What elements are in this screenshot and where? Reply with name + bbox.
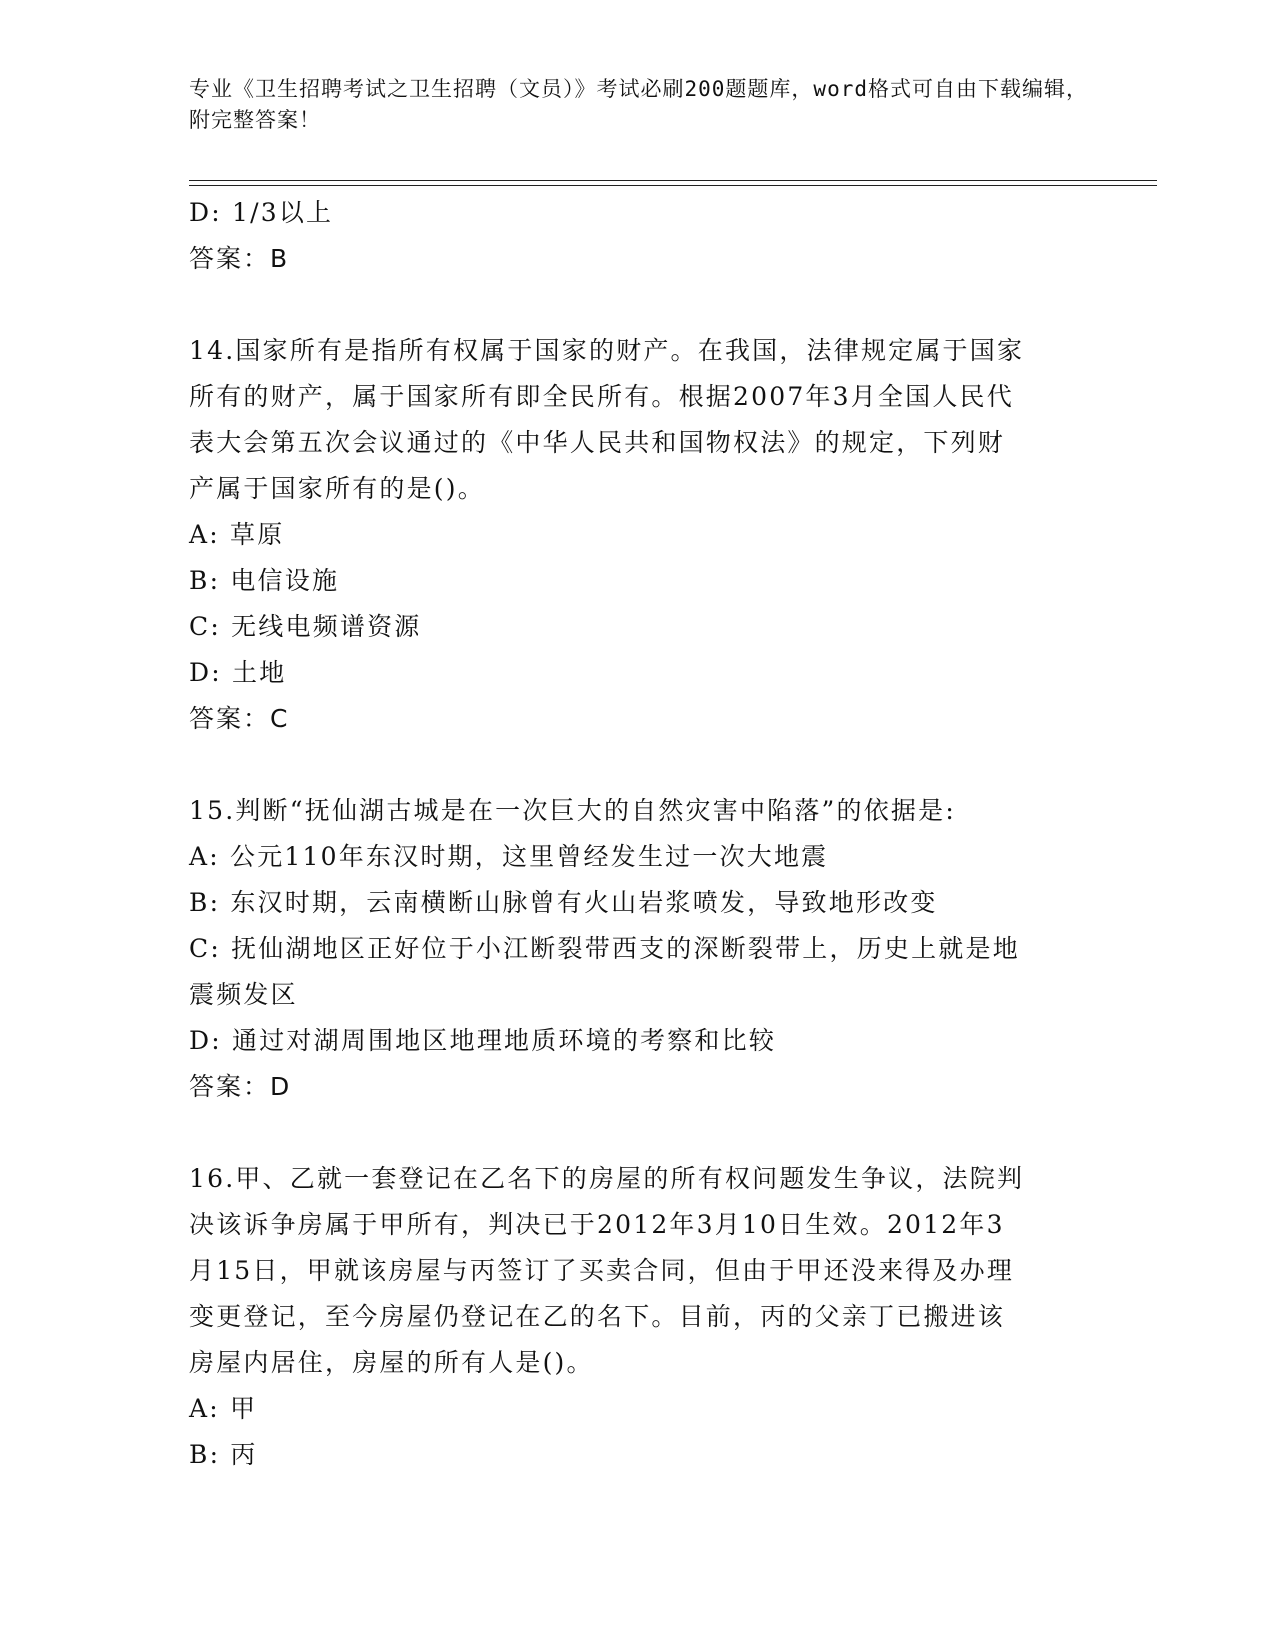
question-stem-line: 14.国家所有是指所有权属于国家的财产。在我国，法律规定属于国家: [189, 336, 1025, 365]
question-stem-line: 所有的财产，属于国家所有即全民所有。根据2007年3月全国人民代: [189, 382, 1014, 411]
question-stem-line: 16.甲、乙就一套登记在乙名下的房屋的所有权问题发生争议，法院判: [189, 1164, 1025, 1193]
header-divider-bottom: [189, 185, 1157, 186]
question-stem-line: 月15日，甲就该房屋与丙签订了买卖合同，但由于甲还没来得及办理: [189, 1256, 1015, 1285]
previous-question-tail: [189, 190, 1089, 282]
answer-line: 答案：C: [189, 704, 290, 733]
spacer: [189, 282, 1089, 328]
question-stem-line: 房屋内居住，房屋的所有人是()。: [189, 1348, 594, 1377]
question-stem-line: 表大会第五次会议通过的《中华人民共和国物权法》的规定，下列财: [189, 428, 1006, 457]
option-a: A: 草原: [189, 520, 285, 549]
question-15: [189, 788, 1089, 1110]
option-c-continued: 震频发区: [189, 980, 298, 1009]
question-14: [189, 328, 1089, 742]
question-stem-line: 产属于国家所有的是()。: [189, 474, 485, 503]
page-header: [189, 74, 1089, 136]
spacer: [189, 1110, 1089, 1156]
option-b: B: 东汉时期，云南横断山脉曾有火山岩浆喷发，导致地形改变: [189, 888, 938, 917]
option-b: B: 电信设施: [189, 566, 340, 595]
option-b: B: 丙: [189, 1440, 258, 1469]
option-c: C: 抚仙湖地区正好位于小江断裂带西支的深断裂带上，历史上就是地: [189, 934, 1020, 963]
option-d: D: 土地: [189, 658, 287, 687]
header-text: 专业《卫生招聘考试之卫生招聘（文员）》考试必刷200题题库，word格式可自由下载编辑，附完整答案！: [189, 77, 1088, 132]
answer-line: 答案：D: [189, 1072, 292, 1101]
question-stem-line: 变更登记，至今房屋仍登记在乙的名下。目前，丙的父亲丁已搬进该: [189, 1302, 1006, 1331]
question-16: [189, 1156, 1089, 1478]
answer-line: 答案：B: [189, 244, 290, 273]
header-divider-top: [189, 180, 1157, 181]
option-a: A: 甲: [189, 1394, 258, 1423]
question-stem-line: 决该诉争房属于甲所有，判决已于2012年3月10日生效。2012年3: [189, 1210, 1005, 1239]
option-a: A: 公元110年东汉时期，这里曾经发生过一次大地震: [189, 842, 829, 871]
question-stem-line: 15.判断“抚仙湖古城是在一次巨大的自然灾害中陷落”的依据是:: [189, 796, 956, 825]
option-c: C: 无线电频谱资源: [189, 612, 422, 641]
option-d: D: 通过对湖周围地区地理地质环境的考察和比较: [189, 1026, 777, 1055]
spacer: [189, 742, 1089, 788]
option-d: D: 1/3以上: [189, 198, 334, 227]
document-body: [189, 190, 1089, 1478]
